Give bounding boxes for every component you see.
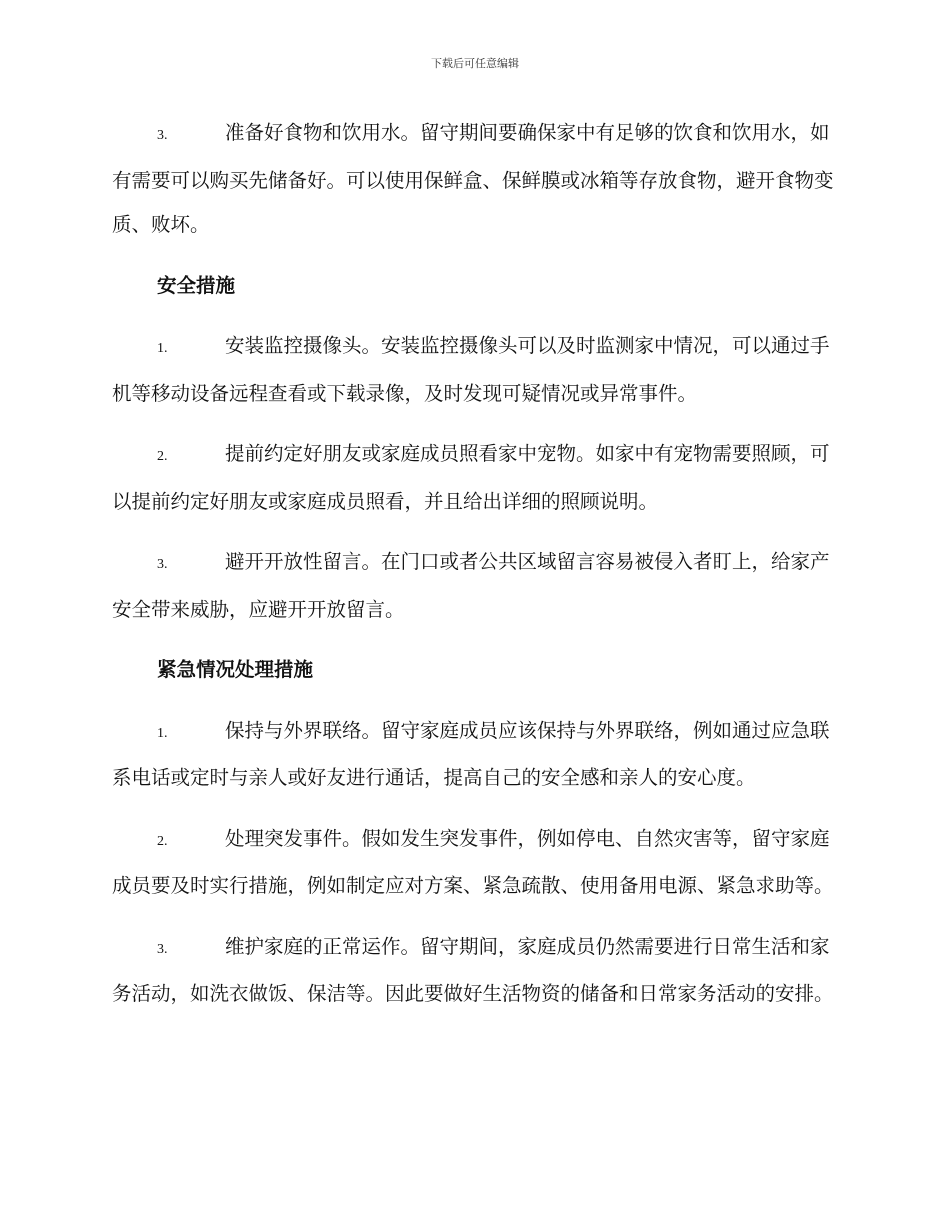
list-item [112,817,836,909]
list-item [112,324,836,416]
item-number: 3. [157,557,168,572]
section-heading: 安全措施 [157,273,236,297]
item-number: 2. [157,449,168,464]
list-item [112,709,836,801]
list-item [112,540,836,632]
document-body [112,111,836,1033]
item-number: 1. [157,341,168,356]
item-number: 3. [157,941,168,957]
list-item [112,111,836,248]
item-text: 安装监控摄像头。安装监控摄像头可以及时监测家中情况，可以通过手机等移动设备远程查看或下载录像，及时发现可疑情况或异常事件。 [112,334,830,405]
section-heading: 紧急情况处理措施 [157,658,314,681]
item-number: 2. [157,833,168,849]
item-text: 处理突发事件。假如发生突发事件，例如停电、自然灾害等，留守家庭成员要及时实行措施，例如制定应对方案、紧急疏散、使用备用电源、紧急求助等。 [112,826,834,897]
item-text: 提前约定好朋友或家庭成员照看家中宠物。如家中有宠物需要照顾，可以提前约定好朋友或家庭成员照看，并且给出详细的照顾说明。 [112,442,830,513]
item-number: 1. [157,725,168,741]
item-text: 避开开放性留言。在门口或者公共区域留言容易被侵入者盯上，给家产安全带来威胁，应避开开放留言。 [112,550,830,621]
item-number: 3. [157,128,168,143]
list-item [112,925,836,1017]
page-header: 下载后可任意编辑 [431,57,519,70]
item-text: 保持与外界联络。留守家庭成员应该保持与外界联络，例如通过应急联系电话或定时与亲人或好友进行通话，提高自己的安全感和亲人的安心度。 [112,718,830,789]
item-text: 维护家庭的正常运作。留守期间，家庭成员仍然需要进行日常生活和家务活动，如洗衣做饭、保洁等。因此要做好生活物资的储备和日常家务活动的安排。 [112,934,834,1005]
item-text: 准备好食物和饮用水。留守期间要确保家中有足够的饮食和饮用水，如有需要可以购买先储备好。可以使用保鲜盒、保鲜膜或冰箱等存放食物，避开食物变质、败坏。 [112,121,834,236]
list-item [112,432,836,524]
